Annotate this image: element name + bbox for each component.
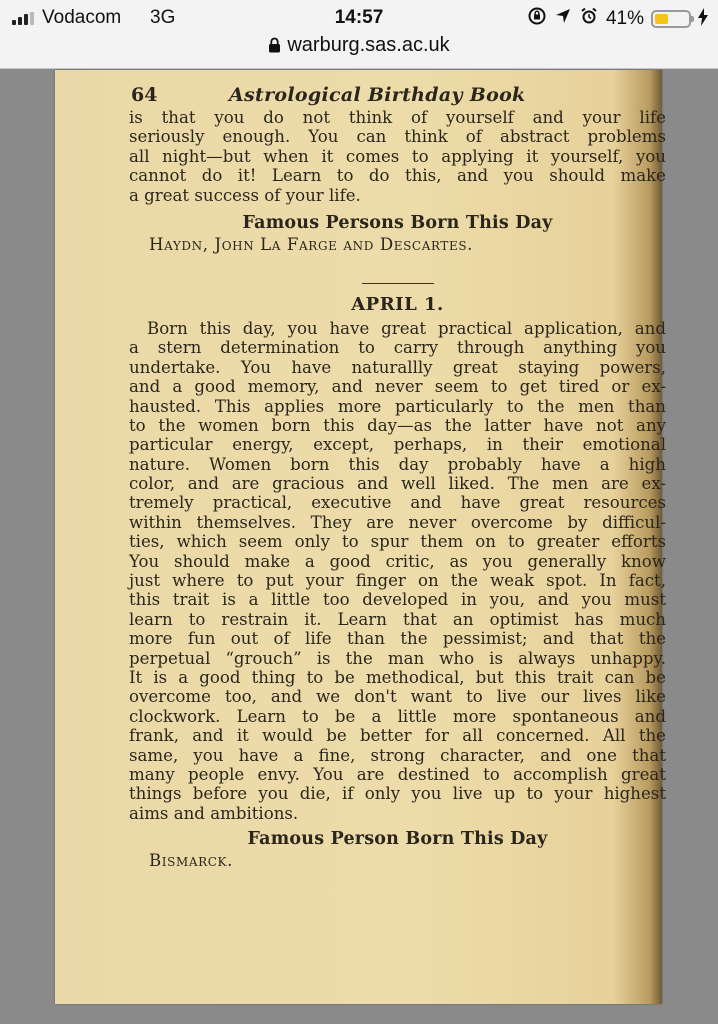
text-line: hausted. This applies more particularly to the men than (129, 396, 666, 416)
running-title: Astrological Birthday Book (229, 84, 526, 106)
text-line: perpetual “grouch” is the man who is always unhappy. (129, 648, 666, 668)
text-line: overcome too, and we don't want to live our lives like (129, 687, 666, 707)
text-line: things before you die, if only you live up to your highest (129, 784, 666, 804)
battery-icon (651, 10, 691, 28)
famous-person-names: Bismarck. (149, 851, 233, 871)
text-line: a great success of your life. (129, 185, 361, 205)
text-line: nature. Women born this day probably have a high (129, 454, 666, 474)
april-1-paragraph (129, 319, 666, 823)
address-bar[interactable] (0, 34, 718, 59)
status-bar (0, 6, 718, 30)
section-divider (362, 283, 434, 284)
status-time: 14:57 (334, 7, 384, 28)
status-right-icons (527, 7, 708, 31)
page-number: 64 (131, 84, 158, 106)
text-line: many people envy. You are destined to accomplish great (129, 764, 666, 784)
famous-person-heading: Famous Person Born This Day (247, 829, 548, 850)
text-line: more fun out of life than the pessimist; and that the (129, 629, 666, 649)
text-line: and a good memory, and never seem to get tired or ex- (129, 377, 666, 397)
famous-persons-heading: Famous Persons Born This Day (242, 212, 553, 233)
lock-icon (268, 36, 281, 59)
charging-bolt-icon (698, 8, 708, 31)
text-line: You should make a good critic, as you generally know (129, 551, 666, 571)
network-type: 3G (150, 7, 176, 28)
carrier-name: Vodacom (42, 7, 122, 28)
running-head (129, 78, 666, 108)
text-line: a stern determination to carry through anything you (129, 338, 666, 358)
text-line: within themselves. They are never overcome by difficul- (129, 512, 666, 532)
text-line: this trait is a little too developed in you, and you must (129, 590, 666, 610)
text-line: undertake. You have naturallly great staying powers, (129, 357, 666, 377)
text-line: same, you have a fine, strong character, and one that (129, 745, 666, 765)
text-line: frank, and it would be better for all concerned. All the (129, 726, 666, 746)
date-heading: APRIL 1. (351, 293, 444, 315)
text-line: learn to restrain it. Learn that an optimist has much (129, 609, 666, 629)
location-arrow-icon (554, 7, 572, 31)
text-line: cannot do it! Learn to do this, and you should make (129, 166, 666, 186)
text-line: clockwork. Learn to be a little more spontaneous and (129, 706, 666, 726)
url-text[interactable]: warburg.sas.ac.uk (287, 34, 450, 56)
text-line: is that you do not think of yourself and your life (129, 108, 666, 127)
text-line: Born this day, you have great practical application, and (147, 318, 666, 338)
text-line: all night—but when it comes to applying it yourself, you (129, 146, 666, 166)
text-line: particular energy, except, perhaps, in their emotional (129, 435, 666, 455)
orientation-lock-icon (527, 6, 547, 32)
alarm-icon (579, 6, 599, 32)
text-line: seriously enough. You can think of abstract problems (129, 127, 666, 147)
text-line: ties, which seem only to spur them on to greater efforts (129, 532, 666, 552)
text-line: just where to put your finger on the weak spot. In fact, (129, 571, 666, 591)
continuation-paragraph (129, 108, 666, 205)
page-content (129, 78, 666, 873)
text-line: aims and ambitions. (129, 803, 299, 823)
text-line: to the women born this day—as the latter have not any (129, 415, 666, 435)
browser-top-bar (0, 0, 718, 69)
text-line: It is a good thing to be methodical, but this trait can be (129, 667, 666, 687)
text-line: tremely practical, executive and have great resources (129, 493, 666, 513)
book-page-scan (55, 70, 666, 1004)
text-line: color, and are gracious and well liked. The men are ex- (129, 474, 666, 494)
famous-persons-names: Haydn, John La Farge and Descartes. (149, 234, 474, 254)
battery-percent: 41% (605, 8, 644, 29)
